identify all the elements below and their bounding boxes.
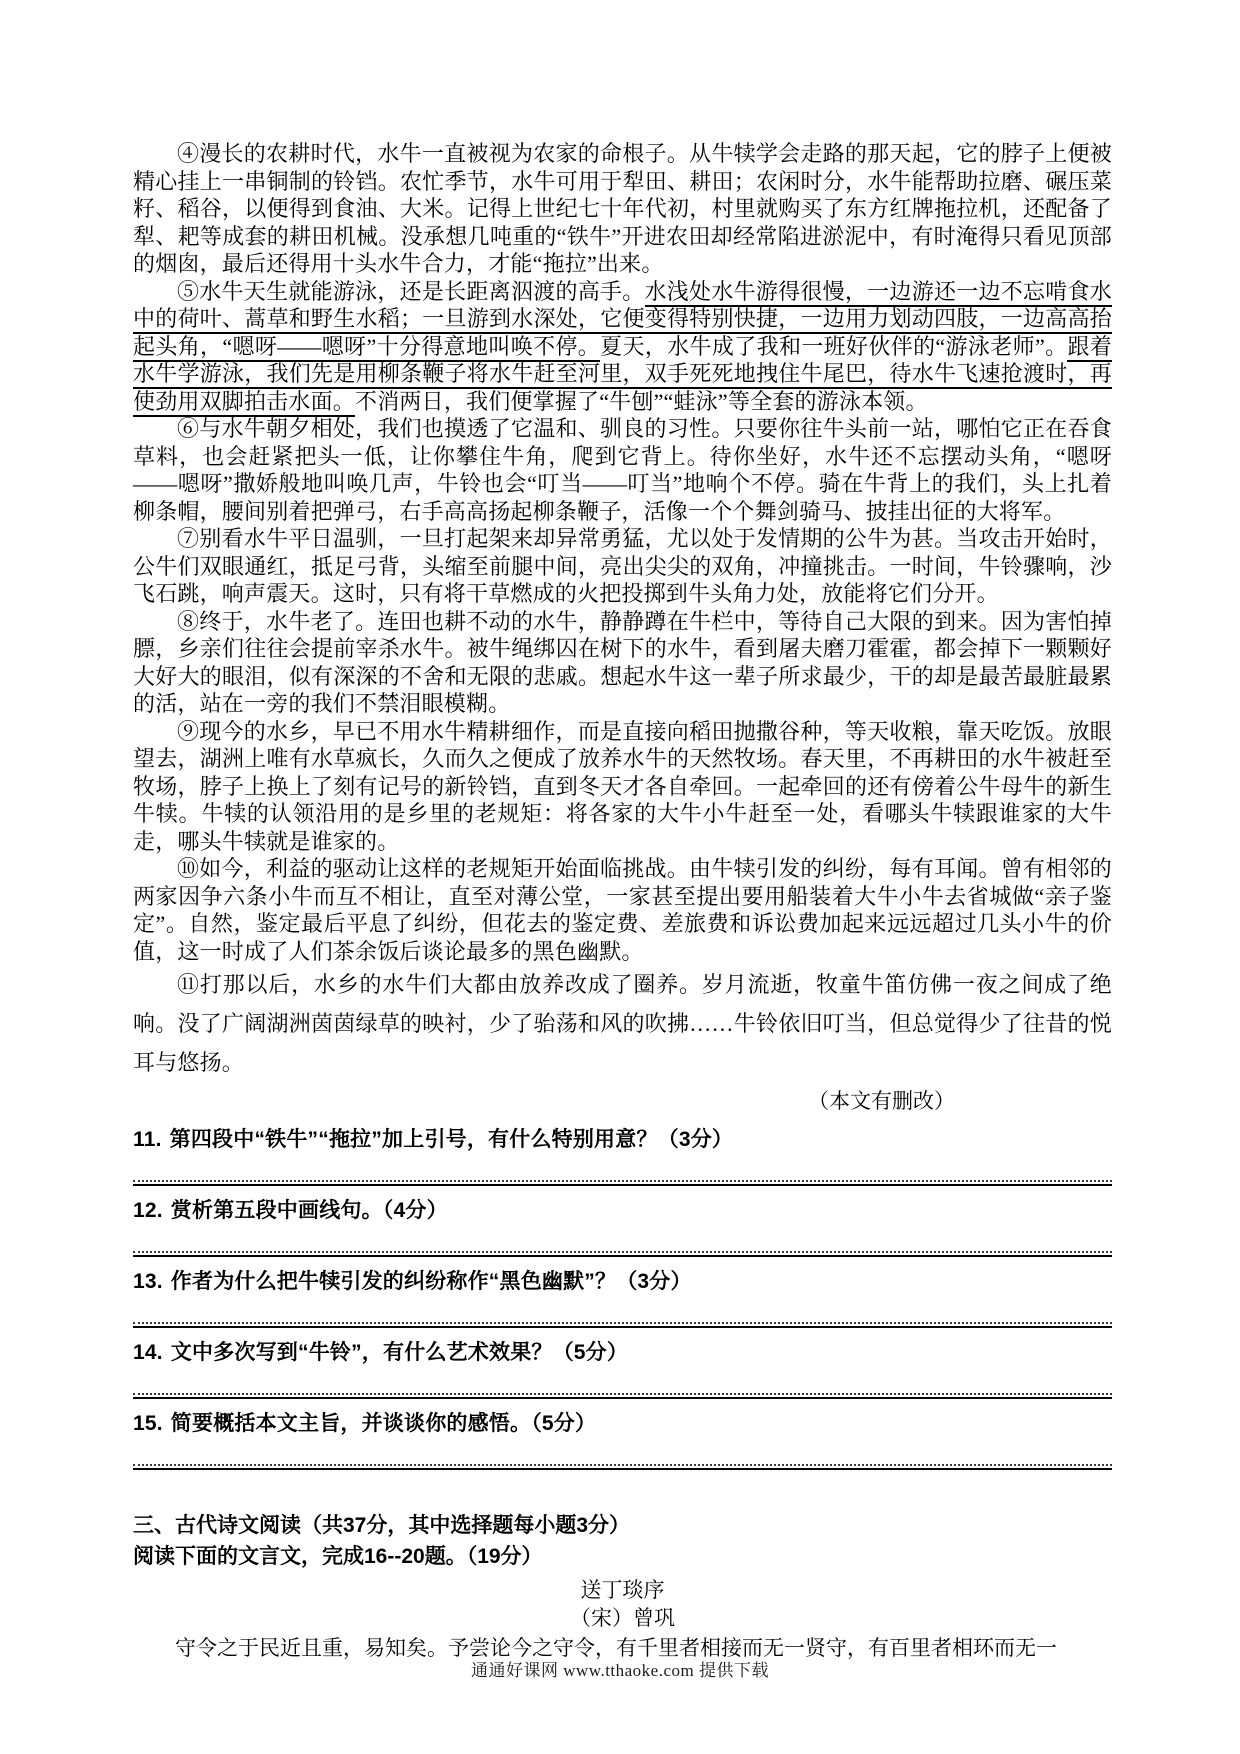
passage-text: 不消两日，我们便掌握了“牛刨”“蛙泳”等全套的游泳本领。 bbox=[355, 388, 928, 414]
passage-paragraph-6 bbox=[133, 415, 1112, 525]
question-12 bbox=[133, 1198, 1112, 1224]
question-15 bbox=[133, 1411, 1112, 1437]
underlined-sentence: 水浅处水牛游得很慢，一边游还一边不忘啃食水中的荷叶、蒿草和野生水稻；一旦游到水深处，它便变得特别快捷，一边用力划动四肢，一边高高抬起头角，“嗯呀——嗯呀”十分得意地叫唤不停。 bbox=[133, 279, 1112, 362]
solid-rule bbox=[133, 1326, 1112, 1328]
question-text: 作者为什么把牛犊引发的纠纷称作“黑色幽默”？（3分） bbox=[170, 1270, 692, 1293]
passage-text: ⑩如今，利益的驱动让这样的老规矩开始面临挑战。由牛犊引发的纠纷，每有耳闻。曾有相邻的两家因争六条小牛而互不相让，直至对薄公堂，一家甚至提出要用船装着大牛小牛去省城做“亲子鉴定”。自然，鉴定最后平息了纠纷，但花去的鉴定费、差旅费和诉讼费加起来远远超过几头小牛的价值，这一时成了人们茶余饭后谈论最多的黑色幽默。 bbox=[133, 856, 1112, 964]
passage-text: ⑧终于，水牛老了。连田也耕不动的水牛，静静蹲在牛栏中，等待自己大限的到来。因为害怕掉膘，乡亲们往往会提前宰杀水牛。被牛绳绑囚在树下的水牛，看到屠夫磨刀霍霍，都会掉下一颗颗好大好大的眼泪，似有深深的不舍和无限的悲戚。想起水牛这一辈子所求最少，干的却是最苦最脏最累的活，站在一旁的我们不禁泪眼模糊。 bbox=[133, 608, 1112, 716]
question-13 bbox=[133, 1269, 1112, 1295]
dotted-rule bbox=[133, 1322, 1112, 1324]
question-number: 14. bbox=[133, 1341, 163, 1364]
underlined-sentence: 跟着水牛学游泳，我们先是用柳条鞭子将水牛赶至河里，双手死死地拽住牛尾巴，待水牛飞速抢渡时，再使劲用双脚拍击水面。 bbox=[133, 334, 1112, 417]
question-text: 简要概括本文主旨，并谈谈你的感悟。（5分） bbox=[170, 1412, 597, 1435]
question-text: 赏析第五段中画线句。（4分） bbox=[170, 1199, 448, 1222]
question-text: 第四段中“铁牛”“拖拉”加上引号，有什么特别用意？（3分） bbox=[169, 1128, 734, 1151]
passage-text: ⑨现今的水乡，早已不用水牛精耕细作，而是直接向稻田抛撒谷种，等天收粮，靠天吃饭。放眼望去，湖洲上唯有水草疯长，久而久之便成了放养水牛的天然牧场。春天里，不再耕田的水牛被赶至牧场，脖子上换上了刻有记号的新铃铛，直到冬天才各自牵回。一起牵回的还有傍着公牛母牛的新生牛犊。牛犊的认领沿用的是乡里的老规矩：将各家的大牛小牛赶至一处，看哪头牛犊跟谁家的大牛走，哪头牛犊就是谁家的。 bbox=[133, 718, 1112, 854]
passage-text: ⑪打那以后，水乡的水牛们大都由放养改成了圈养。岁月流逝，牧童牛笛仿佛一夜之间成了绝响。没了广阔湖洲茵茵绿草的映衬，少了骀荡和风的吹拂……牛铃依旧叮当，但总觉得少了往昔的悦耳与悠扬。 bbox=[133, 972, 1112, 1075]
footer-watermark: 通通好课网 www.tthaoke.com 提供下载 bbox=[470, 1661, 770, 1680]
passage-paragraph-11 bbox=[133, 965, 1112, 1082]
passage-paragraph-7 bbox=[133, 525, 1112, 608]
question-11 bbox=[133, 1127, 1112, 1153]
question-14 bbox=[133, 1340, 1112, 1366]
solid-rule bbox=[133, 1255, 1112, 1257]
section-3-instruction: 阅读下面的文言文，完成16--20题。（19分） bbox=[133, 1545, 543, 1568]
classical-text-title: 送丁琰序 bbox=[580, 1578, 665, 1602]
exam-content bbox=[133, 140, 1112, 1662]
answer-line-15 bbox=[133, 1464, 1112, 1470]
question-number: 12. bbox=[133, 1199, 163, 1222]
passage-paragraph-9 bbox=[133, 718, 1112, 856]
classical-text-author: （宋）曾巩 bbox=[570, 1606, 675, 1630]
source-note: （本文有删改） bbox=[808, 1089, 955, 1113]
solid-rule bbox=[133, 1468, 1112, 1470]
dotted-rule bbox=[133, 1393, 1112, 1395]
classical-text-first-line: 守令之于民近且重，易知矣。予尝论今之守令，有千里者相接而无一贤守，有百里者相环而无一 bbox=[175, 1636, 1057, 1660]
passage-text: ④漫长的农耕时代，水牛一直被视为农家的命根子。从牛犊学会走路的那天起，它的脖子上便被精心挂上一串铜制的铃铛。农忙季节，水牛可用于犁田、耕田；农闲时分，水牛能帮助拉磨、碾压菜籽、稻谷，以便得到食油、大米。记得上世纪七十年代初，村里就购买了东方红牌拖拉机，还配备了犁、耙等成套的耕田机械。没承想几吨重的“铁牛”开进农田却经常陷进淤泥中，有时淹得只看见顶部的烟囱，最后还得用十头水牛合力，才能“拖拉”出来。 bbox=[133, 141, 1112, 276]
question-number: 11. bbox=[133, 1128, 162, 1151]
answer-line-14 bbox=[133, 1393, 1112, 1399]
answer-line-12 bbox=[133, 1251, 1112, 1257]
answer-line-13 bbox=[133, 1322, 1112, 1328]
passage-paragraph-4 bbox=[133, 140, 1112, 278]
section-3-heading: 三、古代诗文阅读（共37分，其中选择题每小题3分） bbox=[133, 1514, 631, 1537]
solid-rule bbox=[133, 1397, 1112, 1399]
dotted-rule bbox=[133, 1464, 1112, 1466]
answer-line-11 bbox=[133, 1180, 1112, 1186]
passage-paragraph-5 bbox=[133, 278, 1112, 416]
passage-text: 夏天，水牛成了我和一班好伙伴的“游泳老师”。 bbox=[600, 333, 1068, 359]
dotted-rule bbox=[133, 1251, 1112, 1253]
passage-paragraph-8 bbox=[133, 608, 1112, 718]
question-text: 文中多次写到“牛铃”，有什么艺术效果？（5分） bbox=[170, 1341, 629, 1364]
passage-text: ⑥与水牛朝夕相处，我们也摸透了它温和、驯良的习性。只要你往牛头前一站，哪怕它正在吞食草料，也会赶紧把头一低，让你攀住牛角，爬到它背上。待你坐好，水牛还不忘摆动头角，“嗯呀——嗯呀”撒娇般地叫唤几声，牛铃也会“叮当——叮当”地响个不停。骑在牛背上的我们，头上扎着柳条帽，腰间别着把弹弓，右手高高扬起柳条鞭子，活像一个个舞剑骑马、披挂出征的大将军。 bbox=[133, 416, 1112, 524]
passage-text: ⑦别看水牛平日温驯，一旦打起架来却异常勇猛，尤以处于发情期的公牛为甚。当攻击开始时，公牛们双眼通红，抵足弓背，头缩至前腿中间，亮出尖尖的双角，冲撞挑击。一时间，牛铃骤响，沙飞石跳，响声震天。这时，只有将干草燃成的火把投掷到牛头角力处，放能将它们分开。 bbox=[133, 526, 1112, 606]
dotted-rule bbox=[133, 1180, 1112, 1182]
passage-text: ⑤水牛天生就能游泳，还是长距离泅渡的高手。 bbox=[177, 278, 645, 304]
question-number: 13. bbox=[133, 1270, 163, 1293]
passage-paragraph-10 bbox=[133, 855, 1112, 965]
solid-rule bbox=[133, 1184, 1112, 1186]
question-number: 15. bbox=[133, 1412, 163, 1435]
